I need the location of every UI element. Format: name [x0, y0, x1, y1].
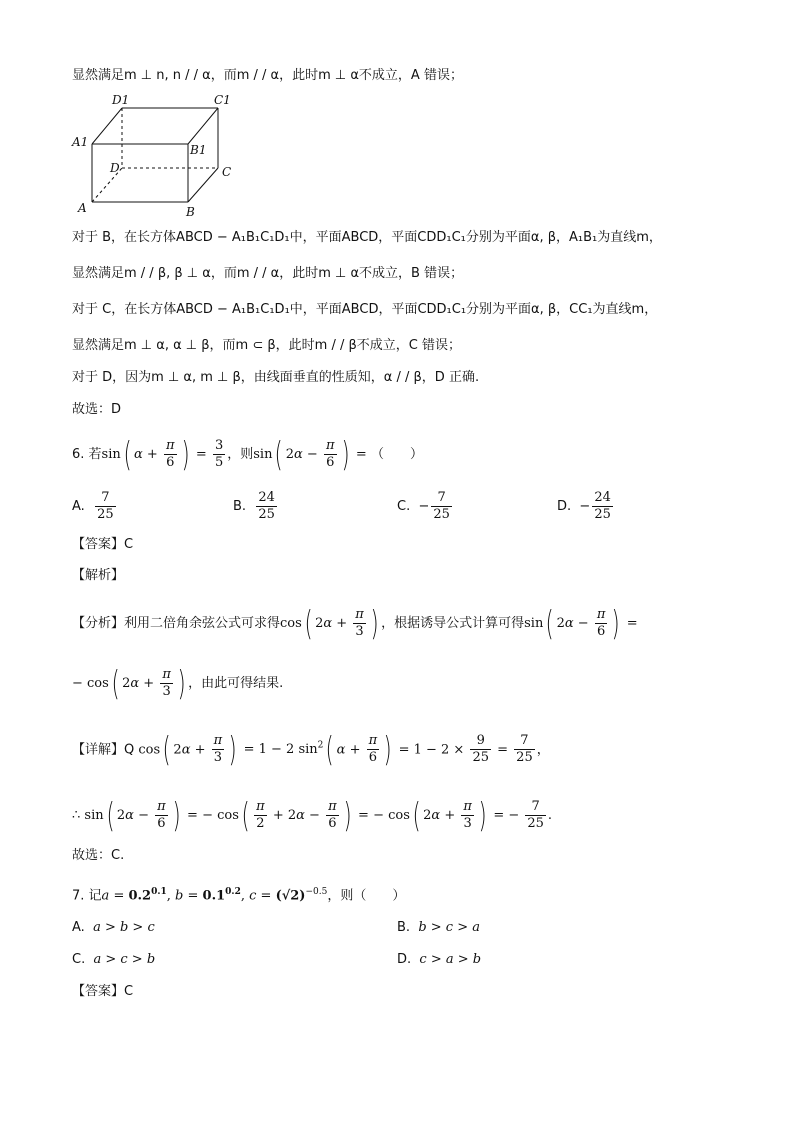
- label-b1: B1: [190, 143, 207, 157]
- q7-option-d: D. c > a > b: [397, 952, 482, 967]
- answer-6: 【答案】C: [72, 537, 134, 552]
- analysis-6: 【解析】: [72, 568, 125, 583]
- q6-option-d: D. − $\frac{24}{25}$: [557, 490, 611, 522]
- fenxi-line-2: − cos( 2α + $\frac{\pi}{3}$ ) ，由此可得结果.: [72, 663, 284, 704]
- label-d: D: [110, 161, 120, 175]
- fenxi-line-1: 【分析】利用二倍角余弦公式可求得cos( 2α + $\frac{\pi}{3}$ ) ，根据诱导公式计算可得sin( 2α − $\frac{\pi}{6}$ ) =: [72, 603, 638, 644]
- q6-mid: ，则: [227, 447, 254, 462]
- q6-option-a: A. $\frac{7}{25}$: [72, 490, 114, 522]
- label-c: C: [222, 165, 232, 179]
- cuboid-figure: [70, 88, 250, 220]
- label-b: B: [186, 205, 195, 219]
- answer-7: 【答案】C: [72, 984, 134, 999]
- text-line-2: 对于 B，在长方体ABCD − A₁B₁C₁D₁中，平面ABCD，平面CDD₁C₁分别为平面α, β，A₁B₁为直线m，: [72, 230, 662, 245]
- label-a1: A1: [72, 135, 89, 149]
- q6-paren: （ ）: [370, 447, 423, 462]
- q7-option-b: B. b > c > a: [397, 920, 480, 935]
- choose-6: 故选：C.: [72, 848, 125, 863]
- text-line-5: 显然满足m ⊥ α, α ⊥ β，而m ⊂ β，此时m / / β不成立，C 错误；: [72, 338, 461, 353]
- question-6: 6. 若sin( α + $\frac{\pi}{6}$ ) = $\frac{3}{5}$ ，则sin( 2α − $\frac{\pi}{6}$ ) = （ ）: [72, 434, 423, 475]
- question-7: 7. 记$a = 0.2^{0.1}$, $b = 0.1^{0.2}$, $c = (√2)^{-0.5}$，则（ ）: [72, 887, 406, 904]
- label-d1: D1: [112, 93, 130, 107]
- text-line-4: 对于 C，在长方体ABCD − A₁B₁C₁D₁中，平面ABCD，平面CDD₁C₁分别为平面α, β，CC₁为直线m，: [72, 302, 658, 317]
- label-a: A: [78, 201, 87, 215]
- text-line-6: 对于 D，因为m ⊥ α, m ⊥ β，由线面垂直的性质知，α / / β，D 正确.: [72, 370, 480, 385]
- q7-option-a: A. a > b > c: [72, 920, 155, 935]
- q6-option-c: C. − $\frac{7}{25}$: [397, 490, 450, 522]
- text-line-1: 显然满足m ⊥ n, n / / α，而m / / α，此时m ⊥ α不成立，A 错误；: [72, 68, 463, 83]
- text-line-3: 显然满足m / / β, β ⊥ α，而m / / α，此时m ⊥ α不成立，B 错误；: [72, 266, 464, 281]
- xiangjie-line-1: 【详解】Q cos( 2α + $\frac{\pi}{3}$ ) = 1 − 2 $\sin^2$( α + $\frac{\pi}{6}$ ) = 1 − 2 × $\frac{9}{25}$ = $\frac{7}{25}$ ，: [72, 729, 550, 770]
- q7-option-c: C. a > c > b: [72, 952, 156, 967]
- text-line-7: 故选：D: [72, 402, 122, 417]
- q6-prefix: 6. 若: [72, 447, 102, 462]
- label-c1: C1: [214, 93, 231, 107]
- xiangjie-line-2: ∴ sin( 2α − $\frac{\pi}{6}$ ) = − cos( $\frac{\pi}{2}$ + 2α − $\frac{\pi}{6}$ ) = − cos( 2α + $\frac{\pi}{3}$ ) = − $\frac{7}{25}$ .: [72, 795, 553, 836]
- q6-option-b: B. $\frac{24}{25}$: [233, 490, 275, 522]
